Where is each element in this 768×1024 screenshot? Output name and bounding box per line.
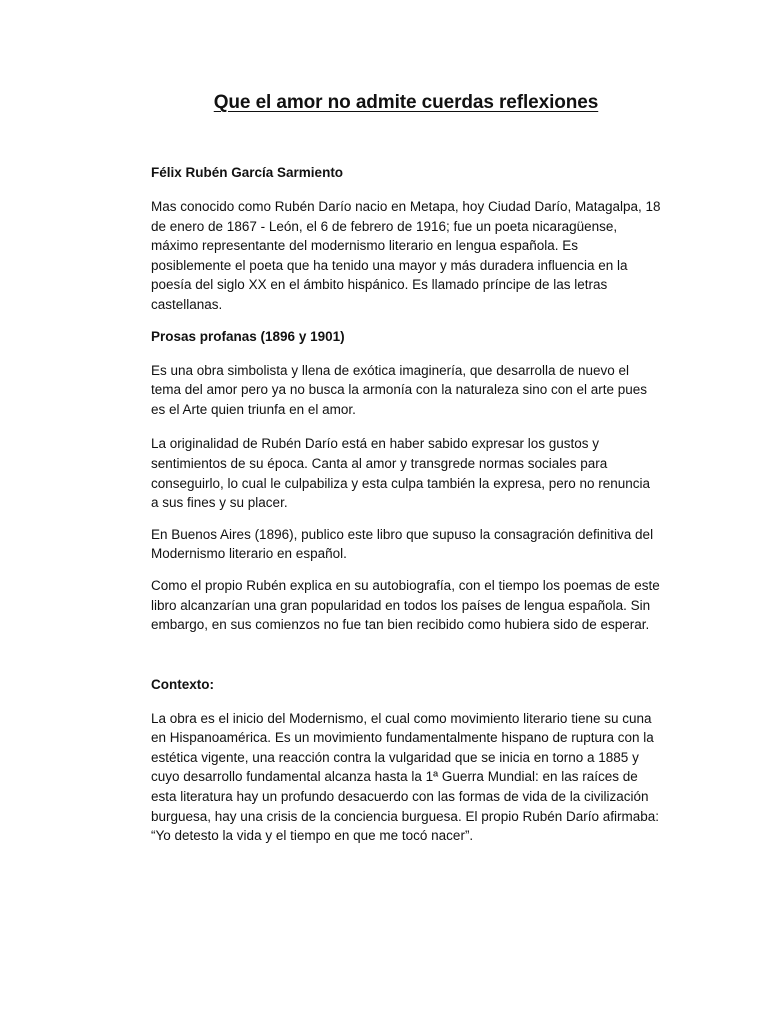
- section-heading-prosas-profanas: Prosas profanas (1896 y 1901): [151, 328, 345, 344]
- paragraph-autobiografia: Como el propio Rubén explica en su autobiografía, con el tiempo los poemas de este libro alcanzarían una gran popularidad en todos los países de lengua española. Sin embargo, en sus comienzos no fue tan bien recibido como hubiera sido de esperar.: [151, 577, 660, 633]
- paragraph-contexto: La obra es el inicio del Modernismo, el cual como movimiento literario tiene su cuna en Hispanoamérica. Es un movimiento fundamentalmente hispano de ruptura con la estética vigente, una reacción contra la vulgaridad que se inicia en torno a 1885 y cuyo desarrollo fundamental alcanza hasta la 1ª Guerra Mundial: en las raíces de esta literatura hay un profundo desacuerdo con las formas de vida de la civilización burguesa, hay una crisis de la conciencia burguesa. El propio Rubén Darío afirmaba: “Yo detesto la vida y el tiempo en que me tocó nacer”.: [151, 710, 660, 844]
- paragraph-originalidad: La originalidad de Rubén Darío está en haber sabido expresar los gustos y sentimientos de su época. Canta al amor y transgrede normas sociales para conseguirlo, lo cual le culpabiliza y esta culpa también la expresa, pero no renuncia a sus fines y su placer.: [151, 436, 651, 511]
- document-body: [151, 90, 661, 846]
- paragraph-obra-simbolista: Es una obra simbolista y llena de exótica imaginería, que desarrolla de nuevo el tema del amor pero ya no busca la armonía con la naturaleza sino con el arte pues es el Arte quien triunfa en el amor.: [151, 362, 648, 417]
- document-title: Que el amor no admite cuerdas reflexiones: [213, 92, 599, 113]
- author-name: Félix Rubén García Sarmiento: [151, 165, 344, 180]
- section-heading-contexto: Contexto:: [151, 676, 214, 692]
- paragraph-buenos-aires: En Buenos Aires (1896), publico este libro que supuso la consagración definitiva del Modernismo literario en español.: [151, 526, 654, 562]
- intro-paragraph: Mas conocido como Rubén Darío nacio en Metapa, hoy Ciudad Darío, Matagalpa, 18 de enero de 1867 - León, el 6 de febrero de 1916; fue un poeta nicaragüense, máximo representante del modernismo literario en lengua española. Es posiblemente el poeta que ha tenido una mayor y más duradera influencia en la poesía del siglo XX en el ámbito hispánico. Es llamado príncipe de las letras castellanas.: [151, 199, 661, 312]
